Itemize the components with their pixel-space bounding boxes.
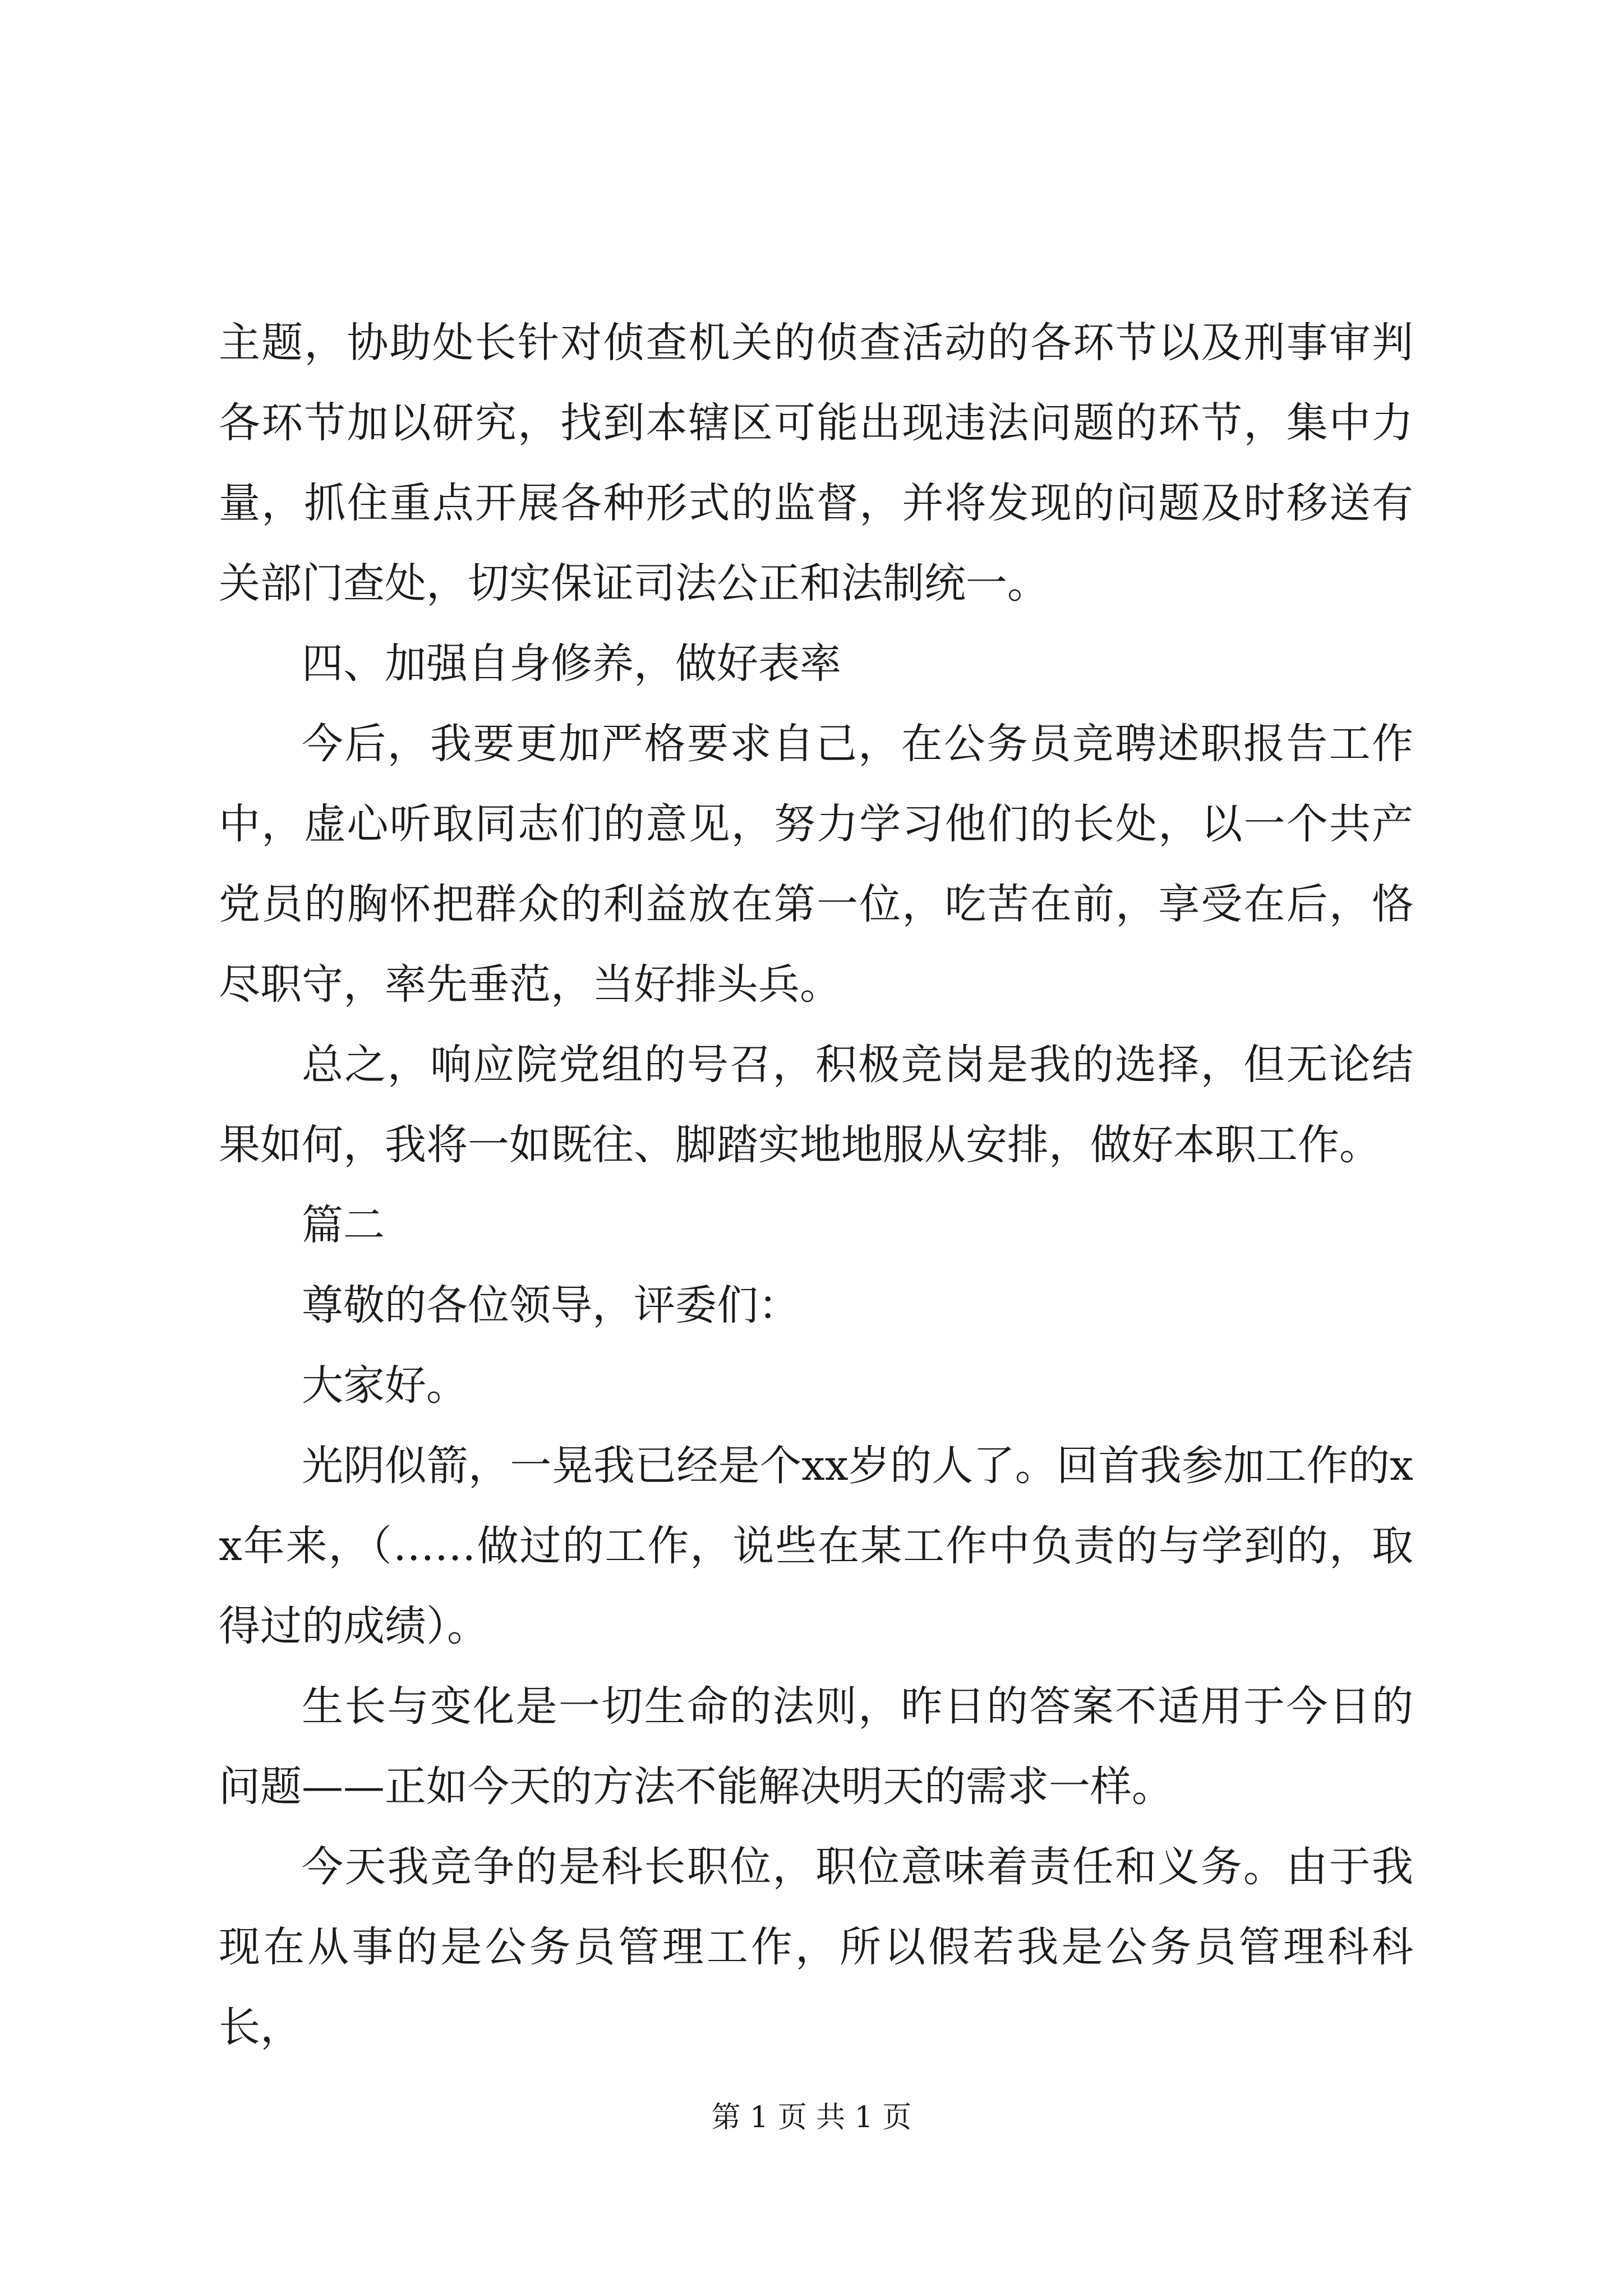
part-two-heading: 篇二 bbox=[302, 1201, 385, 1249]
paragraph-8: 光阴似箭，一晃我已经是个xx岁的人了。回首我参加工作的xx年来，（……做过的工作，说些在某工作中负责的与学到的，取得过的成绩）。 bbox=[219, 1442, 1413, 1650]
document-body bbox=[219, 303, 1413, 2068]
paragraph-9: 生长与变化是一切生命的法则，昨日的答案不适用于今日的问题——正如今天的方法不能解决明天的需求一样。 bbox=[219, 1682, 1413, 1811]
paragraph-1: 主题，协助处长针对侦查机关的侦查活动的各环节以及刑事审判各环节加以研究，找到本辖区可能出现违法问题的环节，集中力量，抓住重点开展各种形式的监督，并将发现的问题及时移送有关部门查处，切实保证司法公正和法制统一。 bbox=[219, 319, 1413, 608]
paragraph-10: 今天我竞争的是科长职位，职位意味着责任和义务。由于我现在从事的是公务员管理工作，所以假若我是公务员管理科科长， bbox=[219, 1843, 1413, 2051]
section-heading-4: 四、加强自身修养，做好表率 bbox=[302, 639, 841, 688]
greeting: 大家好。 bbox=[302, 1361, 468, 1410]
paragraph-3: 今后，我要更加严格要求自己，在公务员竞聘述职报告工作中，虚心听取同志们的意见，努力学习他们的长处，以一个共产党员的胸怀把群众的利益放在第一位，吃苦在前，享受在后，恪尽职守，率先垂范，当好排头兵。 bbox=[219, 720, 1413, 1009]
page-footer: 第 1 页 共 1 页 bbox=[711, 2101, 912, 2134]
paragraph-4: 总之，响应院党组的号召，积极竞岗是我的选择，但无论结果如何，我将一如既往、脚踏实地地服从安排，做好本职工作。 bbox=[219, 1041, 1413, 1169]
salutation: 尊敬的各位领导，评委们： bbox=[302, 1281, 800, 1329]
